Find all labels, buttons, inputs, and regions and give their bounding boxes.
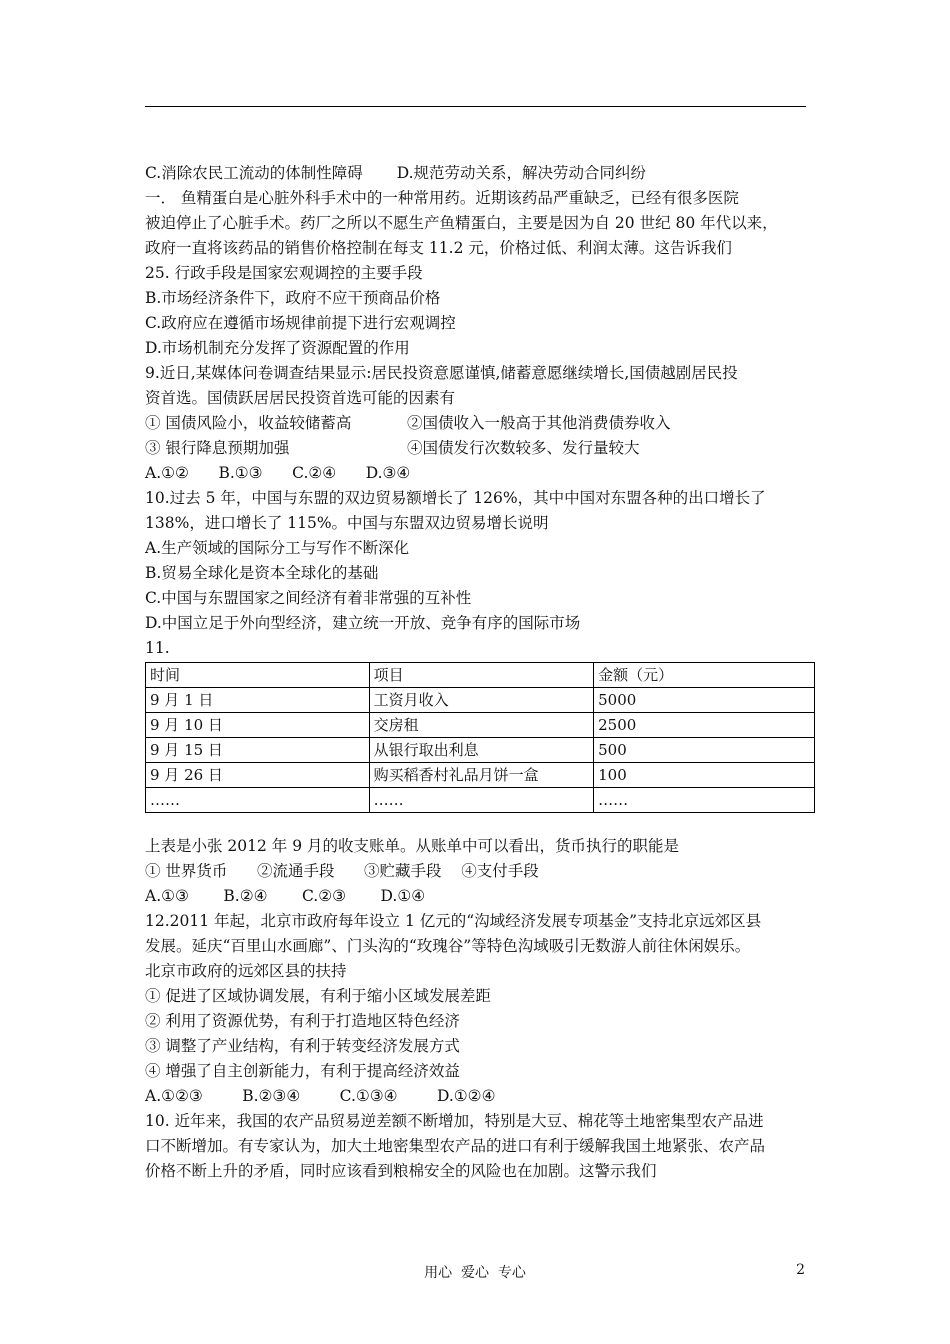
text-line: [145, 161, 817, 186]
text-line: 12.2011 年起，北京市政府每年设立 1 亿元的“沟域经济发展专项基金”支持北京远郊区县: [145, 912, 762, 930]
table-cell: 9 月 10 日: [146, 713, 370, 738]
text-line: 政府一直将该药品的销售价格控制在每支 11.2 元，价格过低、利润太薄。这告诉我们: [145, 239, 732, 257]
text-line: 被迫停止了心脏手术。药厂之所以不愿生产鱼精蛋白，主要是因为自 20 世纪 80 年代以来，: [145, 214, 778, 232]
choice-2: ②国债收入一般高于其他消费债券收入: [407, 414, 671, 432]
text-line: A.①③ B.②④ C.②③ D.①④: [145, 887, 426, 905]
text-line: 北京市政府的远郊区县的扶持: [145, 962, 347, 980]
text-line: ① 促进了区域协调发展，有利于缩小区域发展差距: [145, 987, 491, 1005]
text-line: ② 利用了资源优势，有利于打造地区特色经济: [145, 1012, 460, 1030]
footer-motto: 用心 爱心 专心: [424, 1265, 526, 1281]
table-cell: 5000: [594, 688, 815, 713]
table-cell: 购买稻香村礼品月饼一盒: [369, 763, 594, 788]
column-header-item: 项目: [369, 663, 594, 688]
text-line: 10.过去 5 年，中国与东盟的双边贸易额增长了 126%，其中中国对东盟各种的出口增长了: [145, 489, 766, 507]
table-header-row: [146, 663, 815, 688]
text-line: 11.: [145, 639, 170, 657]
text-line: A.①②③ B.②③④ C.①③④ D.①②④: [145, 1087, 496, 1105]
text-line: 25. 行政手段是国家宏观调控的主要手段: [145, 264, 423, 282]
text-line: A.生产领域的国际分工与写作不断深化: [145, 539, 410, 557]
choice-4: ④国债发行次数较多、发行量较大: [407, 439, 640, 457]
column-header-amount: 金额（元）: [594, 663, 815, 688]
text-line: 一． 鱼精蛋白是心脏外科手术中的一种常用药。近期该药品严重缺乏，已经有很多医院: [145, 189, 739, 207]
text-line: A.①② B.①③ C.②④ D.③④: [145, 464, 411, 482]
text-line: D.市场机制充分发挥了资源配置的作用: [145, 339, 410, 357]
income-expense-table: [145, 662, 815, 813]
option-c: C.消除农民工流动的体制性障碍: [145, 164, 363, 182]
table-row: [146, 713, 815, 738]
table-cell: 9 月 26 日: [146, 763, 370, 788]
text-line: B.贸易全球化是资本全球化的基础: [145, 564, 379, 582]
text-line: ③ 调整了产业结构，有利于转变经济发展方式: [145, 1037, 460, 1055]
table-row: [146, 738, 815, 763]
table-cell: 9 月 15 日: [146, 738, 370, 763]
table-row: [146, 688, 815, 713]
table-cell: 100: [594, 763, 815, 788]
table-cell: 从银行取出利息: [369, 738, 594, 763]
text-line: 发展。延庆“百里山水画廊”、门头沟的“玫瑰谷”等特色沟域吸引无数游人前往休闲娱乐。: [145, 937, 751, 955]
option-d: D.规范劳动关系，解决劳动合同纠纷: [396, 164, 647, 182]
text-line: 上表是小张 2012 年 9 月的收支账单。从账单中可以看出，货币执行的职能是: [145, 837, 680, 855]
table-row: [146, 763, 815, 788]
page-number: 2: [796, 1262, 805, 1278]
table-cell: 交房租: [369, 713, 594, 738]
table-cell: ……: [594, 788, 815, 813]
table-cell: 工资月收入: [369, 688, 594, 713]
text-line: ① 世界货币 ②流通手段 ③贮藏手段 ④支付手段: [145, 862, 539, 880]
column-header-time: 时间: [146, 663, 370, 688]
table-cell: 500: [594, 738, 815, 763]
text-line: B.市场经济条件下，政府不应干预商品价格: [145, 289, 441, 307]
text-line: 资首选。国债跃居居民投资首选可能的因素有: [145, 389, 456, 407]
header-rule: [145, 106, 806, 107]
table-cell: 9 月 1 日: [146, 688, 370, 713]
text-line: 9.近日,某媒体问卷调查结果显示:居民投资意愿谨慎,储蓄意愿继续增长,国债越剧居民投: [145, 364, 738, 382]
text-line: D.中国立足于外向型经济，建立统一开放、竞争有序的国际市场: [145, 614, 581, 632]
table-row: [146, 788, 815, 813]
text-line: 口不断增加。有专家认为，加大土地密集型农产品的进口有利于缓解我国土地紧张、农产品: [145, 1137, 766, 1155]
document-body: [145, 161, 817, 1184]
choice-1: ① 国债风险小，收益较储蓄高: [145, 414, 352, 432]
table-cell: ……: [146, 788, 370, 813]
table-cell: 2500: [594, 713, 815, 738]
text-line: C.中国与东盟国家之间经济有着非常强的互补性: [145, 589, 472, 607]
choice-3: ③ 银行降息预期加强: [145, 439, 290, 457]
text-line: 价格不断上升的矛盾，同时应该看到粮棉安全的风险也在加剧。这警示我们: [145, 1162, 657, 1180]
text-line: 138%，进口增长了 115%。中国与东盟双边贸易增长说明: [145, 514, 549, 532]
text-line: ④ 增强了自主创新能力，有利于提高经济效益: [145, 1062, 460, 1080]
table-cell: ……: [369, 788, 594, 813]
text-line: [145, 436, 817, 461]
text-line: [145, 411, 817, 436]
text-line: 10. 近年来，我国的农产品贸易逆差额不断增加，特别是大豆、棉花等土地密集型农产品进: [145, 1112, 764, 1130]
text-line: C.政府应在遵循市场规律前提下进行宏观调控: [145, 314, 456, 332]
